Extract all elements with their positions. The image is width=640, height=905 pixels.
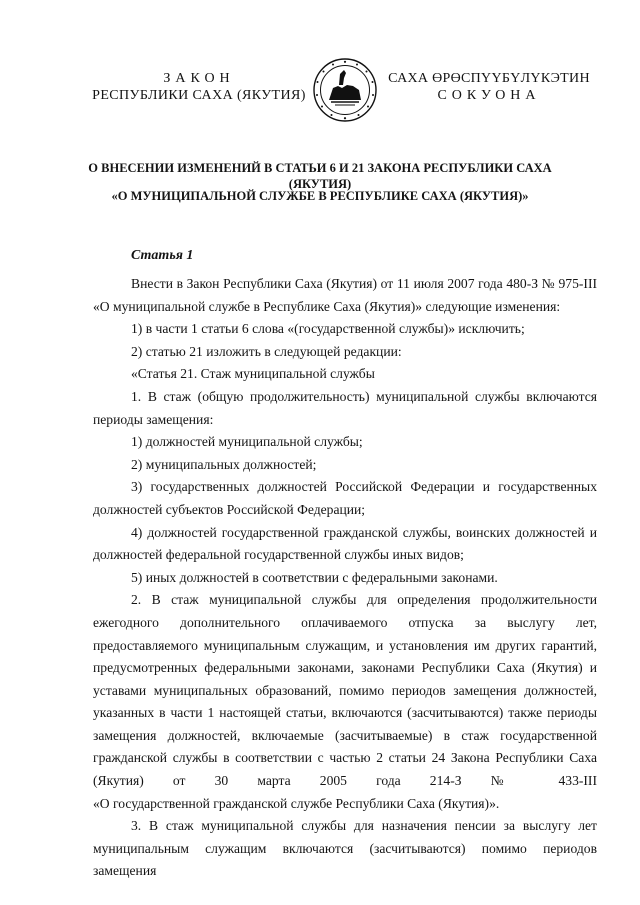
document-title-line2: «О МУНИЦИПАЛЬНОЙ СЛУЖБЕ В РЕСПУБЛИКЕ САХА (ЯКУТИЯ)»	[111, 189, 529, 203]
paragraph-item-2: 2) статью 21 изложить в следующей редакции:	[131, 343, 402, 359]
paragraph-part-1-item-5: 5) иных должностей в соответствии с федеральными законами.	[131, 569, 498, 585]
header-right	[380, 70, 598, 104]
document-title-line1: О ВНЕСЕНИИ ИЗМЕНЕНИЙ В СТАТЬИ 6 И 21 ЗАКОНА РЕСПУБЛИКИ САХА (ЯКУТИЯ)	[88, 161, 552, 191]
header-left	[88, 70, 310, 104]
header-left-line1: ЗАКОН	[163, 71, 235, 86]
paragraph-part-1-line2: периоды замещения:	[93, 411, 214, 427]
paragraph-intro-line2: «О муниципальной службе в Республике Саха (Якутия)» следующие изменения:	[93, 298, 561, 314]
paragraph-part-1-item-3-line1: 3) государственных должностей Российской Федерации и государственных	[131, 479, 597, 495]
coat-of-arms-emblem-icon	[313, 58, 377, 122]
paragraph-part-1-item-4-line2: должностей федеральной государственной службы иных видов;	[93, 547, 464, 563]
paragraph-part-2: 2. В стаж муниципальной службы для определения продолжительности ежегодного дополнительного оплачиваемого отпуска за выслугу лет, предоставляемого муниципальным служащим, и установления им других гарантий, предусмотренных федеральными законами, законами Республики Саха (Якутия) и уставами муниципальных образований, помимо периодов замещения должностей, указанных в части 1 настоящей статьи, включаются (засчитываются) также периоды замещения должностей, включаемые (засчитываемые) в стаж государственной гражданской службы в соответствии с частью 2 статьи 24 Закона Республики Саха (Якутия) от 30 марта 2005 года 214-З № 433-III	[93, 592, 597, 789]
paragraph-part-1-line1: 1. В стаж (общую продолжительность) муниципальной службы включаются	[131, 388, 597, 404]
paragraph-intro-line1: Внести в Закон Республики Саха (Якутия) от 11 июля 2007 года 480-З № 975-III	[131, 276, 597, 291]
paragraph-part-2-end: «О государственной гражданской службе Республики Саха (Якутия)».	[93, 795, 500, 811]
paragraph-part-1-item-2: 2) муниципальных должностей;	[131, 456, 317, 472]
article-heading: Статья 1	[131, 248, 194, 263]
header-left-line2: РЕСПУБЛИКИ САХА (ЯКУТИЯ)	[92, 88, 306, 103]
document-body	[93, 273, 597, 883]
header-right-line1: САХА ӨРӨСПҮҮБҮЛҮКЭТИН	[388, 71, 590, 86]
paragraph-part-1-item-4-line1: 4) должностей государственной гражданской службы, воинских должностей и	[131, 524, 597, 540]
header-right-line2: СОКУОНА	[437, 88, 541, 103]
paragraph-part-3: 3. В стаж муниципальной службы для назначения пенсии за выслугу лет муниципальным служащим включаются (засчитываются) помимо периодов замещения	[93, 818, 597, 879]
paragraph-part-1-item-1: 1) должностей муниципальной службы;	[131, 434, 363, 450]
paragraph-item-1: 1) в части 1 статьи 6 слова «(государственной службы)» исключить;	[131, 321, 525, 337]
paragraph-article-21-title: «Статья 21. Стаж муниципальной службы	[131, 366, 375, 382]
paragraph-part-1-item-3-line2: должностей субъектов Российской Федерации;	[93, 501, 366, 517]
